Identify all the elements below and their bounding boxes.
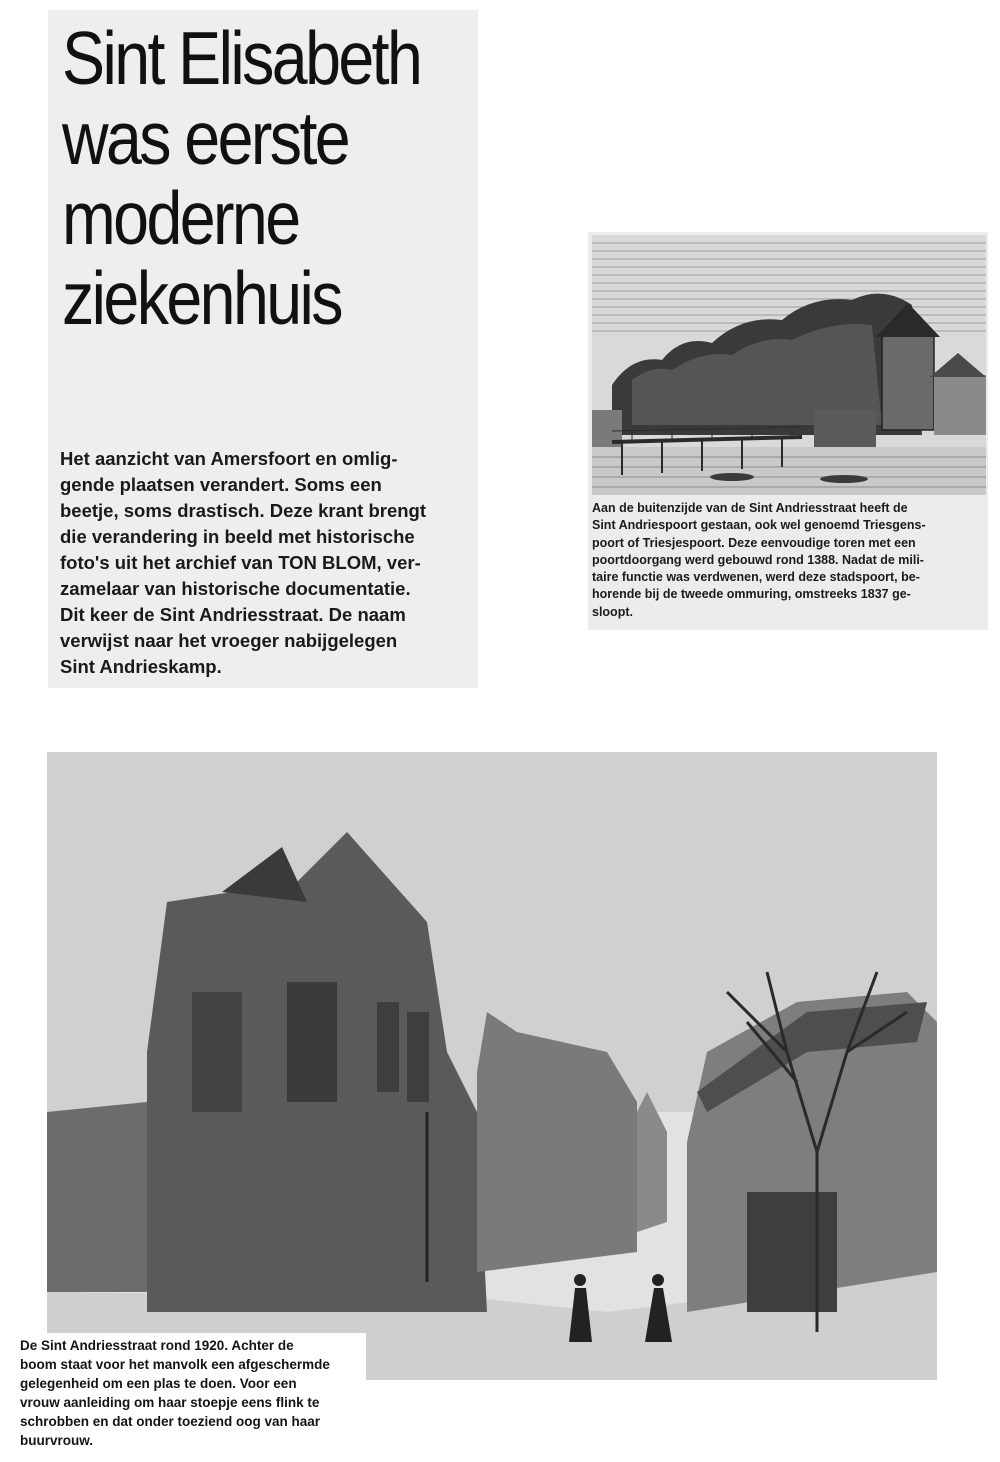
article-headline: Sint Elisabeth was eerste moderne ziekenhuis (62, 16, 421, 340)
street-photo (47, 752, 937, 1380)
engraving-caption: Aan de buitenzijde van de Sint Andriesstraat heeft de Sint Andriespoort gestaan, ook wel genoemd Triesgens- poort of Triesjespoort. Deze eenvoudige toren met een poortdoorgang werd gebouwd rond 1388. Nadat de mili- taire functie was verdwenen, werd deze stadspoort, be- horende bij de tweede ommuring, omstreeks 1837 ge- sloopt. (592, 501, 926, 619)
article-intro: Het aanzicht van Amersfoort en omlig- gende plaatsen verandert. Soms een beetje, soms drastisch. Deze krant brengt die verandering in beeld met historische foto's uit het archief van TON BLOM, ver- zamelaar van historische documentatie. Dit keer de Sint Andriesstraat. De naam verwijst naar het vroeger nabijgelegen Sint Andrieskamp. (60, 448, 427, 677)
sint-andriespoort-engraving (592, 235, 986, 495)
sint-andriesstraat-photo (47, 752, 937, 1380)
photo-caption: De Sint Andriesstraat rond 1920. Achter de boom staat voor het manvolk een afgeschermde gelegenheid om een plas te doen. Voor een vrouw aanleiding om haar stoepje eens flink te schrobben en dat onder toeziend oog van haar buurvrouw. (20, 1338, 330, 1448)
engraving-image (592, 235, 986, 495)
